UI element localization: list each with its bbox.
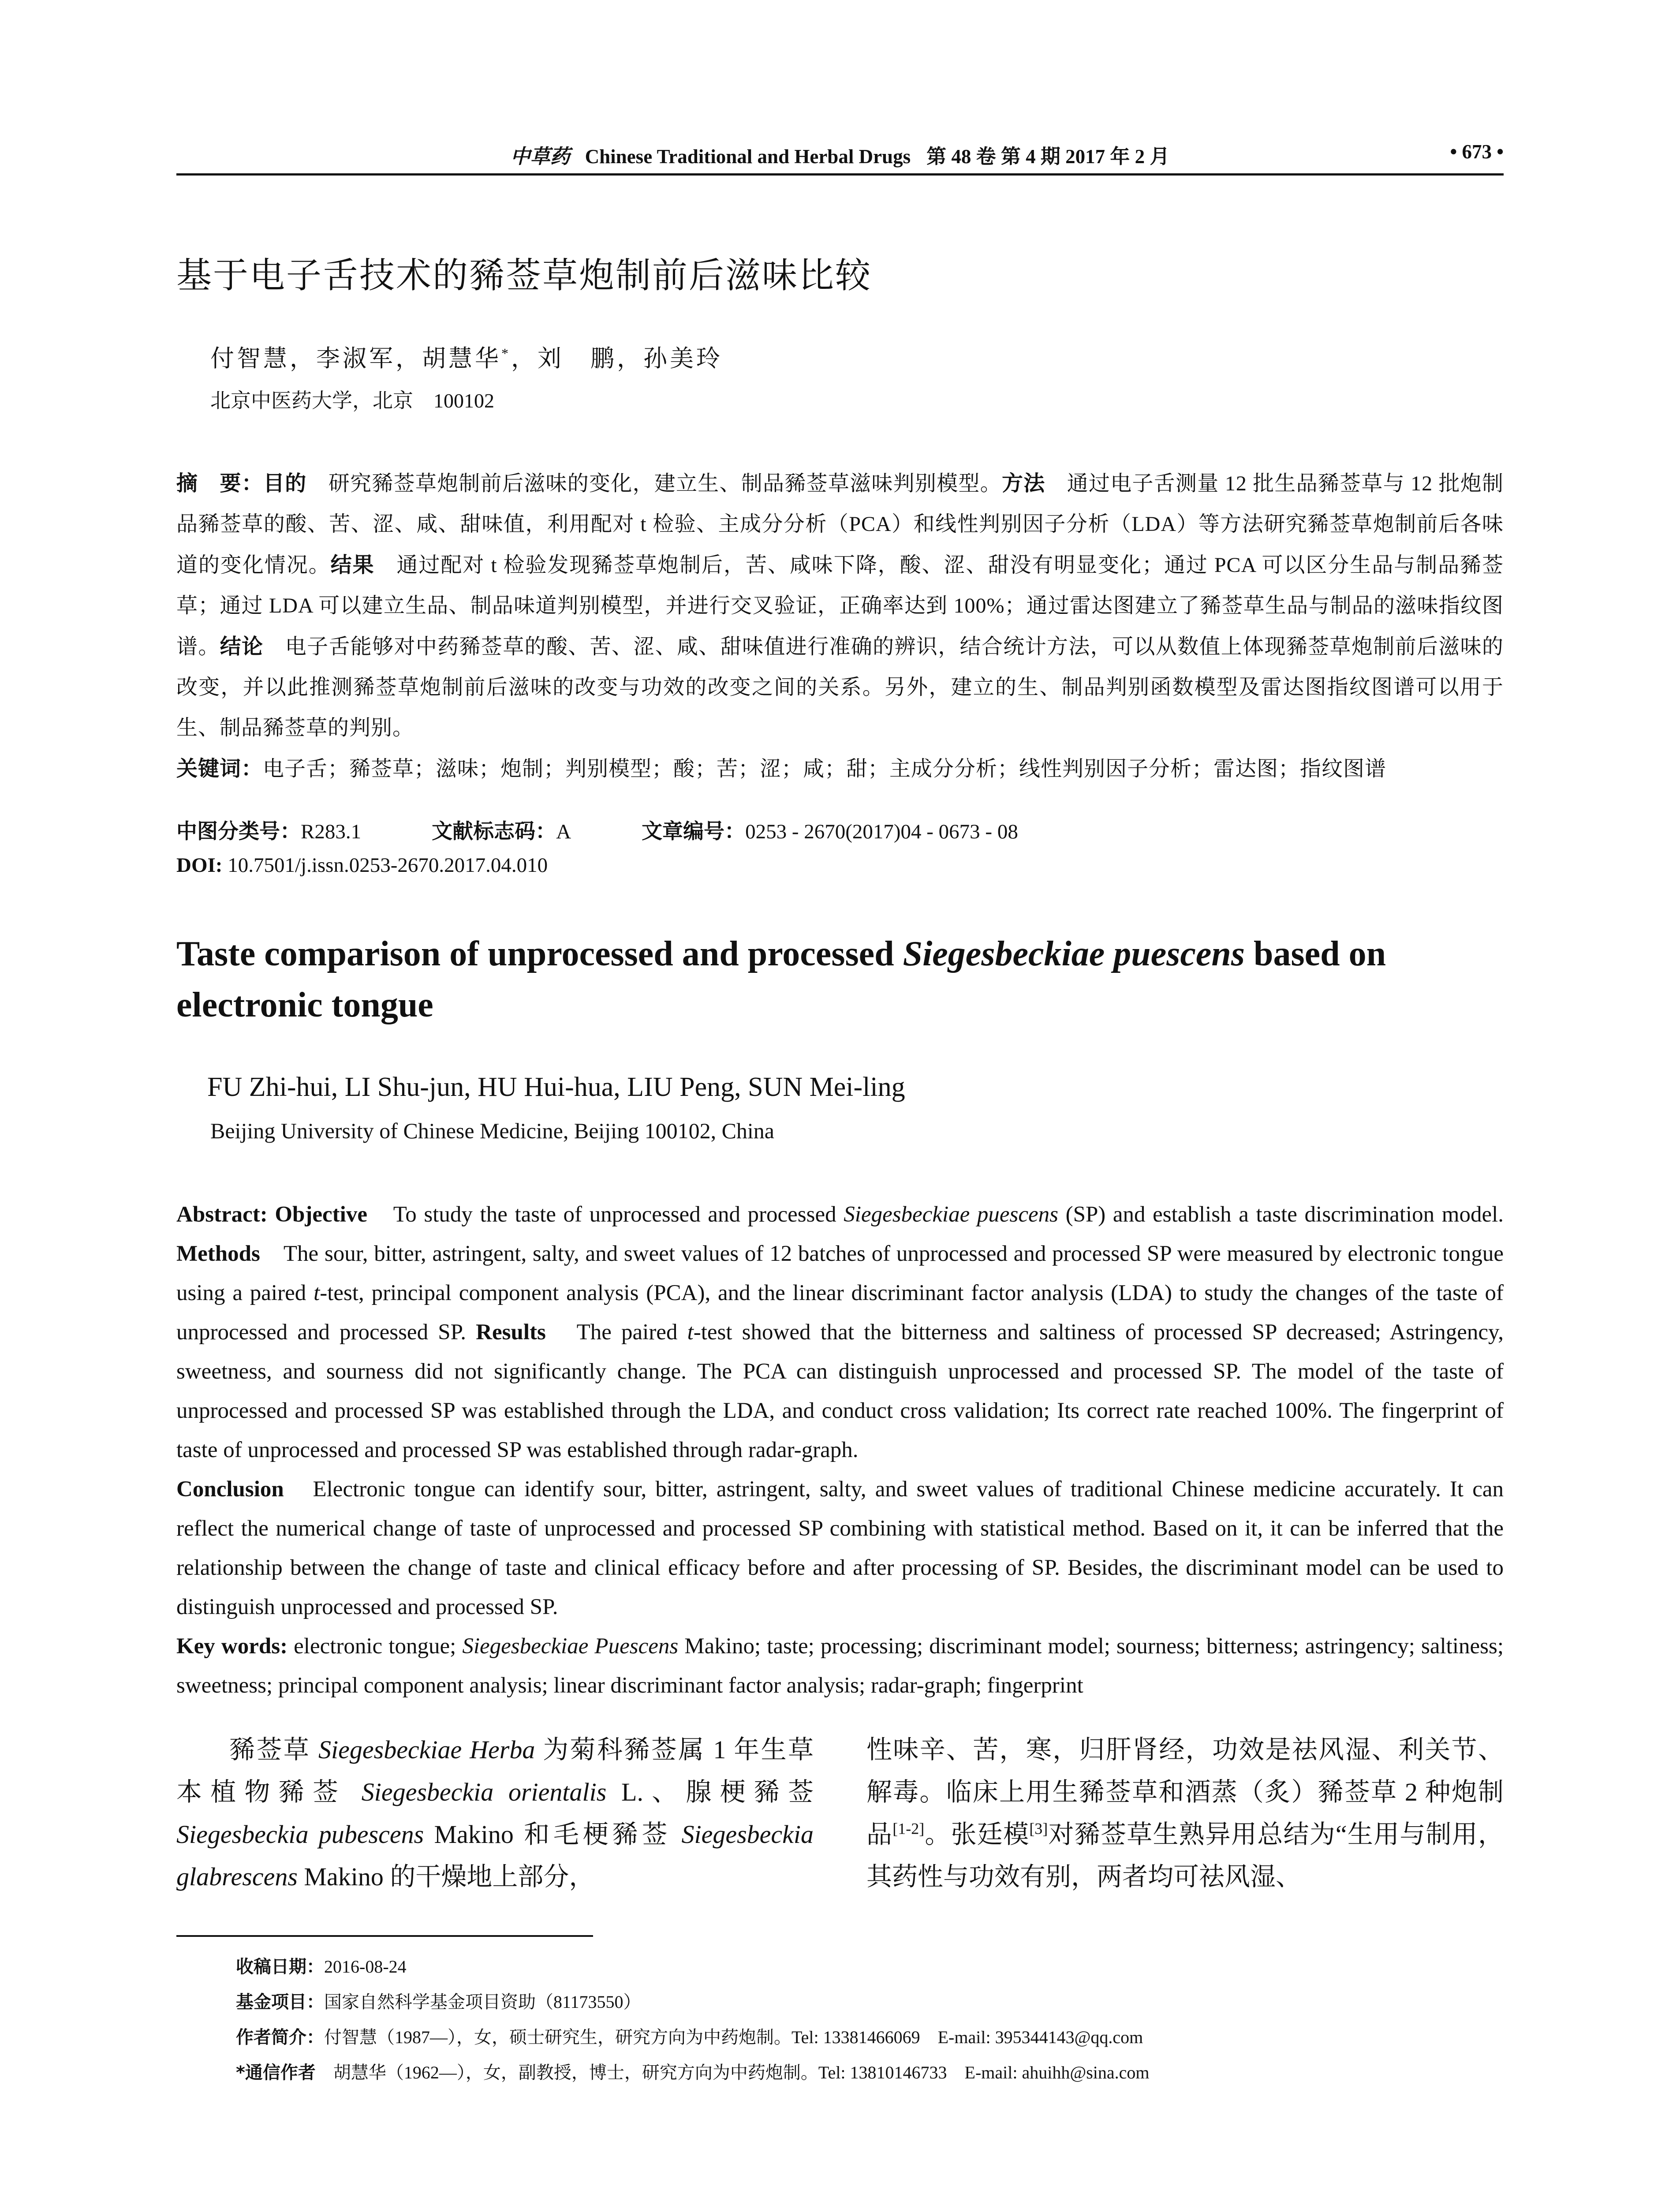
english-authors: FU Zhi-hui, LI Shu-jun, HU Hui-hua, LIU Peng, SUN Mei-ling	[207, 1072, 905, 1102]
doi-line	[176, 853, 548, 877]
page-number: • 673 •	[1450, 141, 1504, 163]
results-text: 通过配对 t 检验发现豨莶草炮制后，苦、咸味下降，酸、涩、甜没有明显变化；通过 PCA 可以区分生品与制品豨莶草；通过 LDA 可以建立生品、制品味道判别模型，并进行交叉验证，正确率达到 100%；通过雷达图建立了豨莶草生品与制品的滋味指纹图谱。	[176, 553, 1504, 658]
fund-text: 国家自然科学基金项目资助（81173550）	[324, 1992, 641, 2012]
en-keywords-label: Key words:	[176, 1634, 288, 1659]
chinese-abstract	[176, 463, 1504, 789]
abstract-label: 摘 要：	[176, 471, 264, 496]
body-text: 对豨莶草生熟异用总结为“生用与制用，其药性与功效有别，两者均可祛风湿、	[866, 1820, 1504, 1891]
en-keywords-text: electronic tongue;	[287, 1634, 463, 1659]
fund-label: 基金项目：	[236, 1992, 324, 2012]
body-text: 为菊科豨莶属 1 年生草本植物豨莶	[176, 1735, 814, 1806]
body-left-column	[176, 1729, 814, 1898]
corresponding-mark: *	[501, 345, 511, 361]
conclusion-label: 结论	[220, 634, 264, 659]
citation-ref: [1-2]	[892, 1820, 925, 1838]
article-no-label: 文章编号：	[642, 819, 746, 844]
classification-line	[176, 811, 1504, 852]
english-abstract	[176, 1195, 1504, 1705]
english-title-species: Siegesbeckiae puescens	[903, 934, 1245, 973]
body-text: Makino 的干燥地上部分，	[297, 1862, 595, 1891]
english-title-part1: Taste comparison of unprocessed and processed	[176, 934, 903, 973]
en-abstract-label: Abstract:	[176, 1202, 275, 1227]
methods-text: 通过电子舌测量 12 批生品豨莶草与 12 批炮制品豨莶草的酸、苦、涩、咸、甜味值，利用配对 t 检验、主成分分析（PCA）和线性判别因子分析（LDA）等方法研究豨莶草炮制前后各味道的变化情况。	[176, 472, 1504, 577]
body-text: 性味辛、苦，寒，归肝肾经，功效是祛风湿、利关节、解毒。临床上用生豨莶草和酒蒸（炙）豨莶草 2 种炮制品	[866, 1735, 1504, 1849]
footnote-author	[236, 2020, 1501, 2055]
chinese-authors-first: 付智慧，李淑军，胡慧华	[210, 345, 501, 372]
corresponding-text: 胡慧华（1962—），女，副教授，博士，研究方向为中药炮制。Tel: 13810146733 E-mail: ahuihh@sina.com	[315, 2063, 1150, 2082]
running-header	[176, 140, 1504, 174]
journal-name-cn: 中草药	[510, 146, 570, 168]
en-objective-species: Siegesbeckiae puescens	[844, 1202, 1058, 1227]
body-species-name: Siegesbeckia pubescens	[176, 1820, 424, 1849]
en-keywords-species: Siegesbeckiae Puescens	[462, 1634, 679, 1659]
results-label: 结果	[330, 553, 375, 577]
received-date: 2016-08-24	[324, 1957, 407, 1977]
author-text: 付智慧（1987—），女，硕士研究生，研究方向为中药炮制。Tel: 13381466069 E-mail: 395344143@qq.com	[324, 2027, 1143, 2047]
en-results-text: The paired	[545, 1320, 687, 1345]
english-affiliation: Beijing University of Chinese Medicine, Beijing 100102, China	[210, 1118, 775, 1143]
en-keywords-text-2: Makino; taste; processing; discriminant model; sourness; bitterness; astringency; saltiness; sweetness; principal component analysis; linear discriminant factor analysis; radar-graph; fingerprint	[176, 1634, 1504, 1698]
en-conclusion-text: Electronic tongue can identify sour, bitter, astringent, salty, and sweet values of traditional Chinese medicine accurately. It can reflect the numerical change of taste of unprocessed and processed SP combining with statistical method. Based on it, it can be inferred that the relationship between the change of taste and clinical efficacy before and after processing of SP. Besides, the discriminant model can be used to distinguish unprocessed and processed SP.	[176, 1477, 1504, 1619]
en-methods-text: The sour, bitter, astringent, salty, and sweet values of 12 batches of unprocessed and processed SP were measured by electronic tongue using a paired	[176, 1241, 1504, 1305]
conclusion-text: 电子舌能够对中药豨莶草的酸、苦、涩、咸、甜味值进行准确的辨识，结合统计方法，可以从数值上体现豨莶草炮制前后滋味的改变，并以此推测豨莶草炮制前后滋味的改变与功效的改变之间的关系。另外，建立的生、制品判别函数模型及雷达图指纹图谱可以用于生、制品豨莶草的判别。	[176, 635, 1504, 740]
en-objective-text: To study the taste of unprocessed and processed	[367, 1202, 844, 1227]
footnotes	[236, 1949, 1501, 2090]
footnote-rule	[176, 1935, 593, 1937]
body-species-name: Siegesbeckiae Herba	[318, 1735, 535, 1764]
body-text: Makino 和毛梗豨莶	[424, 1820, 682, 1849]
doi-label: DOI:	[176, 854, 223, 877]
chinese-authors-rest: ，刘 鹏，孙美玲	[511, 345, 723, 372]
doc-code-label: 文献标志码：	[432, 819, 556, 844]
article-no-value: 0253 - 2670(2017)04 - 0673 - 08	[745, 820, 1018, 843]
corresponding-label: *通信作者	[236, 2063, 316, 2083]
clc-value: R283.1	[301, 820, 362, 843]
citation-ref: [3]	[1029, 1820, 1048, 1838]
en-results-t: t	[687, 1320, 694, 1345]
en-objective-label: Objective	[275, 1202, 367, 1227]
en-conclusion-label: Conclusion	[176, 1477, 284, 1502]
body-text: L.、腺梗豨莶	[606, 1778, 814, 1806]
doi-value: 10.7501/j.issn.0253-2670.2017.04.010	[222, 854, 548, 877]
en-objective-text-2: (SP) and establish a taste discrimination model.	[1058, 1202, 1504, 1227]
header-rule	[176, 173, 1504, 176]
footnote-corresponding	[236, 2055, 1501, 2090]
footnote-received	[236, 1949, 1501, 1984]
chinese-authors	[210, 340, 723, 374]
running-header-journal	[176, 140, 1504, 169]
chinese-title: 基于电子舌技术的豨莶草炮制前后滋味比较	[176, 255, 872, 296]
clc-label: 中图分类号：	[176, 819, 301, 844]
body-species-name: Siegesbeckia glabrescens	[176, 1820, 814, 1891]
doc-code-value: A	[556, 820, 571, 843]
en-methods-t: t	[314, 1281, 320, 1305]
en-results-text-2: -test showed that the bitterness and saltiness of processed SP decreased; Astringency, sweetness, and sourness did not significantly change. The PCA can distinguish unprocessed and processed SP. The model of the taste of unprocessed and processed SP was established through the LDA, and conduct cross validation; Its correct rate reached 100%. The fingerprint of taste of unprocessed and processed SP was established through radar-graph.	[176, 1320, 1504, 1462]
keywords-label: 关键词：	[176, 756, 263, 781]
journal-issue: 第 48 卷 第 4 期 2017 年 2 月	[926, 146, 1170, 168]
en-methods-label: Methods	[176, 1241, 260, 1266]
english-title-part2: based on electronic tongue	[176, 934, 1386, 1024]
en-methods-text-2: -test, principal component analysis (PCA), and the linear discriminant factor analysis (LDA) to study the changes of the taste of unprocessed and processed SP.	[176, 1281, 1504, 1345]
body-text: 豨莶草	[229, 1735, 319, 1764]
body-right-column	[866, 1729, 1504, 1898]
english-title	[176, 928, 1508, 1031]
author-label: 作者简介：	[236, 2027, 324, 2048]
body-text: 。张廷模	[924, 1820, 1030, 1849]
journal-name-en: Chinese Traditional and Herbal Drugs	[585, 146, 911, 168]
objective-label: 目的	[263, 471, 307, 496]
chinese-affiliation: 北京中医药大学，北京 100102	[210, 389, 494, 412]
objective-text: 研究豨莶草炮制前后滋味的变化，建立生、制品豨莶草滋味判别模型。	[306, 472, 1002, 495]
en-results-label: Results	[476, 1320, 546, 1345]
methods-label: 方法	[1001, 471, 1045, 496]
footnote-fund	[236, 1984, 1501, 2020]
keywords-text: 电子舌；豨莶草；滋味；炮制；判别模型；酸；苦；涩；咸；甜；主成分分析；线性判别因子分析；雷达图；指纹图谱	[263, 757, 1387, 781]
body-species-name: Siegesbeckia orientalis	[361, 1778, 607, 1806]
received-label: 收稿日期：	[236, 1957, 324, 1977]
